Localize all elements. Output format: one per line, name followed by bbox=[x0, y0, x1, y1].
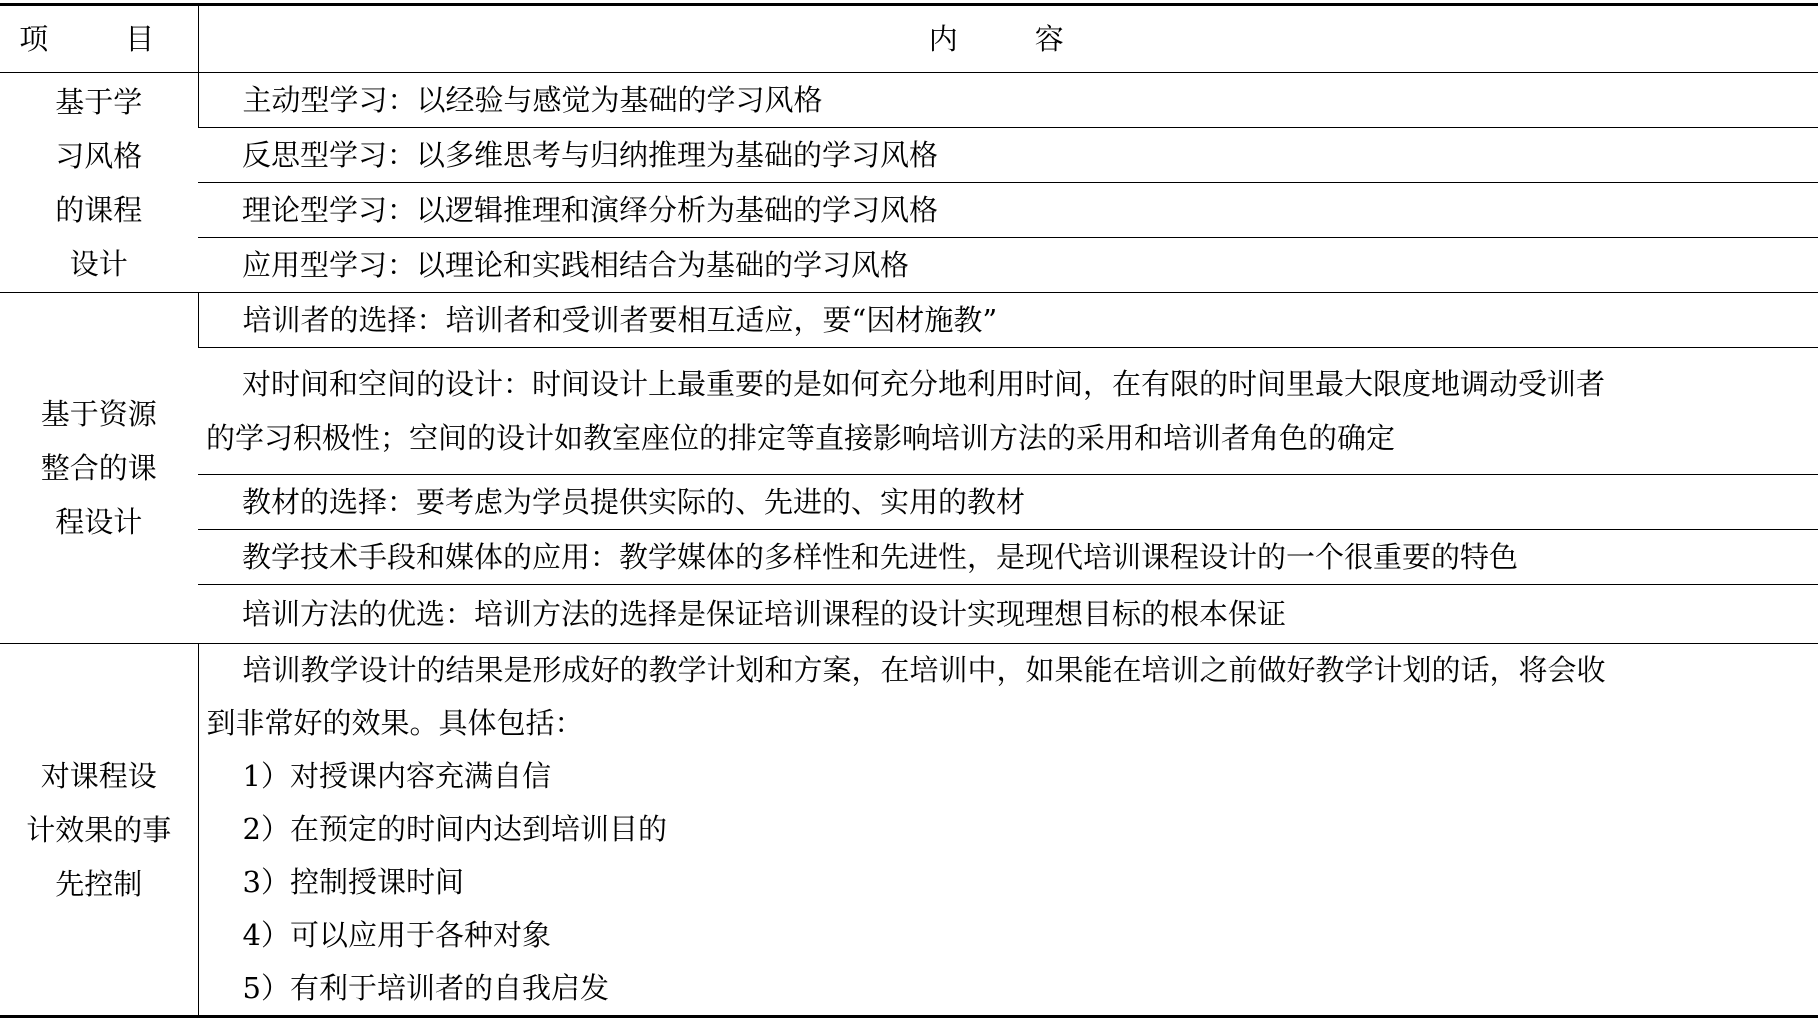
list-item: 4）可以应用于各种对象 bbox=[242, 918, 551, 952]
group-control-row bbox=[0, 644, 1818, 1017]
content-line: 培训教学设计的结果是形成好的教学计划和方案，在培训中，如果能在培训之前做好教学计划的话，将会收 bbox=[242, 653, 1606, 687]
group-resource-row bbox=[0, 530, 1818, 585]
item-line: 先控制 bbox=[55, 866, 143, 901]
content-row: 反思型学习：以多维思考与归纳推理为基础的学习风格 bbox=[198, 128, 1818, 183]
content-row: 培训方法的优选：培训方法的选择是保证培训课程的设计实现理想目标的根本保证 bbox=[198, 585, 1818, 644]
content-row bbox=[198, 348, 1818, 475]
header-row bbox=[0, 5, 1818, 73]
group-learning-style-row bbox=[0, 183, 1818, 238]
group-learning-style-item bbox=[0, 73, 198, 293]
item-line: 对课程设 bbox=[40, 758, 157, 793]
group-learning-style-row bbox=[0, 73, 1818, 128]
list-item: 2）在预定的时间内达到培训目的 bbox=[242, 812, 667, 846]
group-resource-row bbox=[0, 293, 1818, 348]
content-row: 培训者的选择：培训者和受训者要相互适应，要“因材施教” bbox=[198, 293, 1818, 348]
content-table bbox=[0, 3, 1818, 1018]
item-line: 习风格 bbox=[55, 138, 143, 173]
list-item: 3）控制授课时间 bbox=[242, 865, 464, 899]
item-line: 的课程 bbox=[55, 192, 143, 227]
item-line: 计效果的事 bbox=[26, 812, 172, 847]
item-line: 基于资源 bbox=[40, 397, 157, 431]
group-learning-style-row bbox=[0, 128, 1818, 183]
group-resource-item bbox=[0, 293, 198, 644]
header-item: 项 目 bbox=[0, 5, 198, 73]
content-line: 到非常好的效果。具体包括： bbox=[206, 706, 584, 740]
item-line: 基于学 bbox=[55, 84, 143, 119]
item-line: 程设计 bbox=[55, 505, 143, 539]
content-row: 主动型学习：以经验与感觉为基础的学习风格 bbox=[198, 73, 1818, 128]
content-row bbox=[198, 644, 1818, 1017]
item-line: 设计 bbox=[69, 246, 128, 281]
content-row: 应用型学习：以理论和实践相结合为基础的学习风格 bbox=[198, 238, 1818, 293]
content-line: 对时间和空间的设计：时间设计上最重要的是如何充分地利用时间，在有限的时间里最大限度地调动受训者 bbox=[242, 367, 1606, 401]
group-learning-style-row bbox=[0, 238, 1818, 293]
content-line: 的学习积极性；空间的设计如教室座位的排定等直接影响培训方法的采用和培训者角色的确定 bbox=[206, 421, 1396, 455]
group-control-item bbox=[0, 644, 198, 1017]
header-content: 内 容 bbox=[198, 5, 1818, 73]
item-line: 整合的课 bbox=[40, 451, 157, 485]
content-row: 理论型学习：以逻辑推理和演绎分析为基础的学习风格 bbox=[198, 183, 1818, 238]
group-resource-row bbox=[0, 348, 1818, 475]
content-row: 教材的选择：要考虑为学员提供实际的、先进的、实用的教材 bbox=[198, 475, 1818, 530]
content-row: 教学技术手段和媒体的应用：教学媒体的多样性和先进性，是现代培训课程设计的一个很重要的特色 bbox=[198, 530, 1818, 585]
list-item: 1）对授课内容充满自信 bbox=[242, 759, 551, 793]
group-resource-row bbox=[0, 585, 1818, 644]
list-item: 5）有利于培训者的自我启发 bbox=[242, 971, 609, 1005]
group-resource-row bbox=[0, 475, 1818, 530]
